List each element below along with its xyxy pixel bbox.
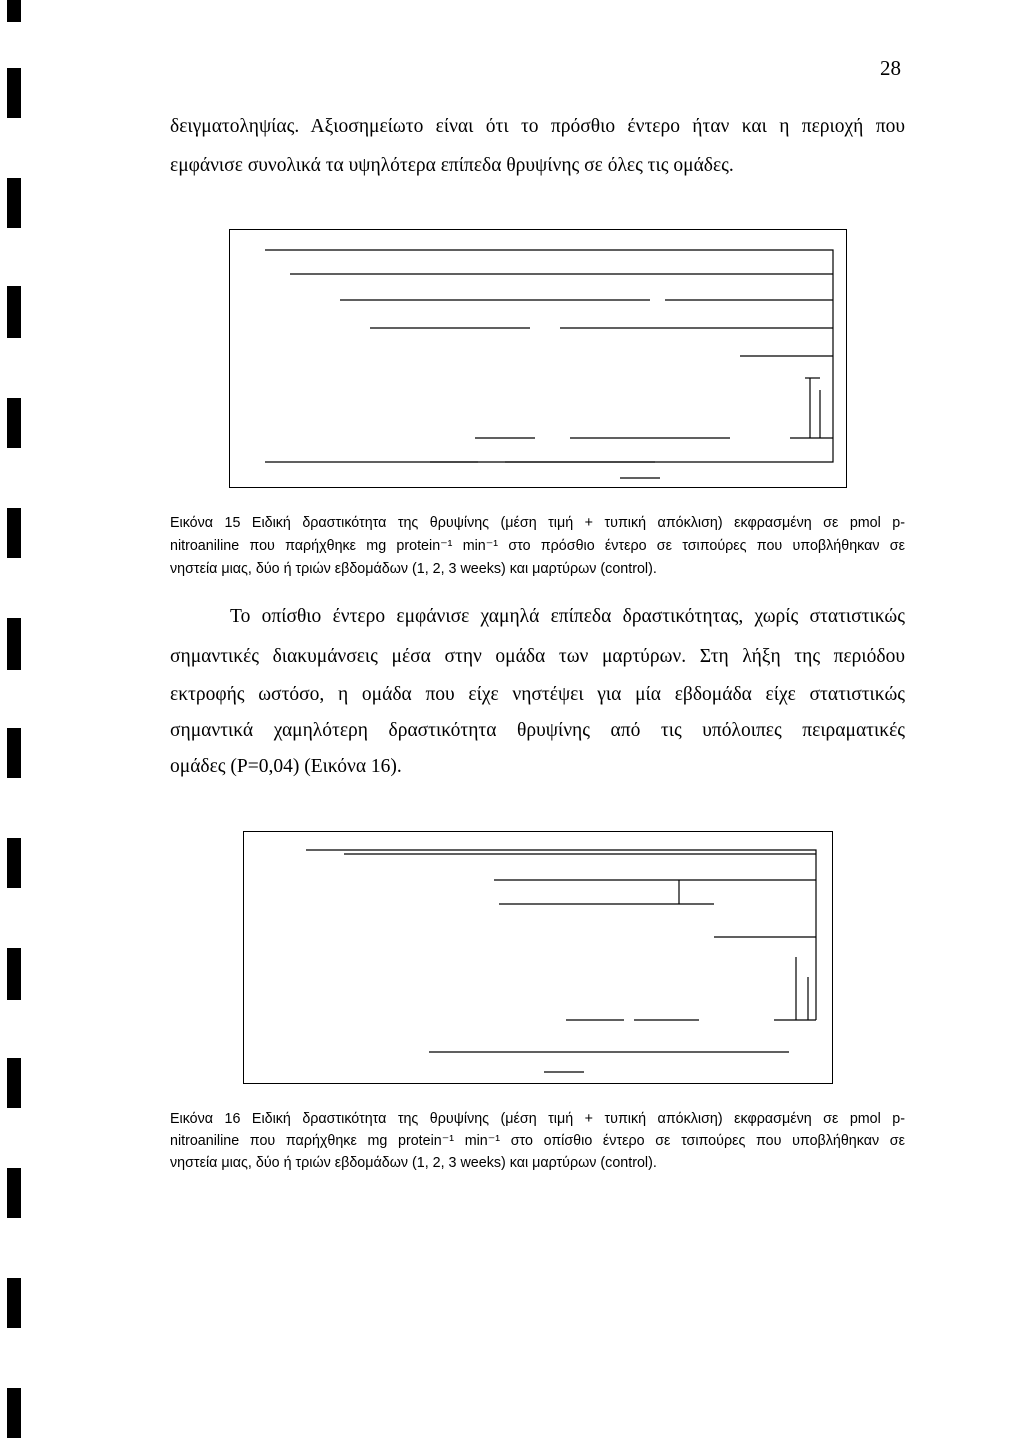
caption-line: νηστεία μιας, δύο ή τριών εβδομάδων (1, 2, 3 weeks) και μαρτύρων (control). [170,1155,657,1171]
paragraph-line: Το οπίσθιο έντερο εμφάνισε χαμηλά επίπεδα δραστικότητας, χωρίς στατιστικώς [230,606,905,627]
caption-line: νηστεία μιας, δύο ή τριών εβδομάδων (1, 2, 3 weeks) και μαρτύρων (control). [170,561,657,577]
edge-mark [7,178,21,228]
figure-16-caption [170,1111,905,1181]
edge-mark [7,68,21,118]
caption-line: nitroaniline που παρήχθηκε mg protein⁻¹ min⁻¹ στο πρόσθιο έντερο σε τσιπούρες που υποβλήθηκαν σε [170,538,905,554]
paragraph-line: σημαντικές διακυμάνσεις μέσα στην ομάδα των μαρτύρων. Στη λήξη της περιόδου [170,646,905,667]
scan-edge-marks [0,0,40,1448]
edge-mark [7,1058,21,1108]
figure-15-chart [229,229,847,488]
edge-mark [7,286,21,338]
caption-line: Εικόνα 16 Ειδική δραστικότητα της θρυψίνης (μέση τιμή + τυπική απόκλιση) εκφρασμένη σε pmol p- [170,1111,905,1127]
figure-16-graphic [244,832,832,1083]
edge-mark [7,508,21,558]
caption-line: nitroaniline που παρήχθηκε mg protein⁻¹ min⁻¹ στο οπίσθιο έντερο σε τσιπούρες που υποβλήθηκαν σε [170,1133,905,1149]
figure-15-graphic [230,230,846,487]
edge-mark [7,838,21,888]
page-number: 28 [880,56,901,80]
edge-mark [7,1388,21,1438]
plot-frame [306,850,816,1020]
edge-mark [7,398,21,448]
edge-mark [7,1278,21,1328]
edge-mark [7,0,21,22]
figure-15-caption [170,515,905,585]
edge-mark [7,948,21,1000]
paragraph-line: σημαντικά χαμηλότερη δραστικότητα θρυψίνης από τις υπόλοιπες πειραματικές [170,720,905,741]
edge-mark [7,1168,21,1218]
paragraph-line: εκτροφής ωστόσο, η ομάδα που είχε νηστέψει για μία εβδομάδα είχε στατιστικώς [170,684,905,705]
paragraph-line: δειγματοληψίας. Αξιοσημείωτο είναι ότι το πρόσθιο έντερο ήταν και η περιοχή που [170,116,905,137]
edge-mark [7,728,21,778]
caption-line: Εικόνα 15 Ειδική δραστικότητα της θρυψίνης (μέση τιμή + τυπική απόκλιση) εκφρασμένη σε pmol p- [170,515,905,531]
figure-16-chart [243,831,833,1084]
paragraph-line: εμφάνισε συνολικά τα υψηλότερα επίπεδα θρυψίνης σε όλες τις ομάδες. [170,155,734,176]
edge-mark [7,618,21,670]
paragraph-line: ομάδες (P=0,04) (Εικόνα 16). [170,756,402,777]
